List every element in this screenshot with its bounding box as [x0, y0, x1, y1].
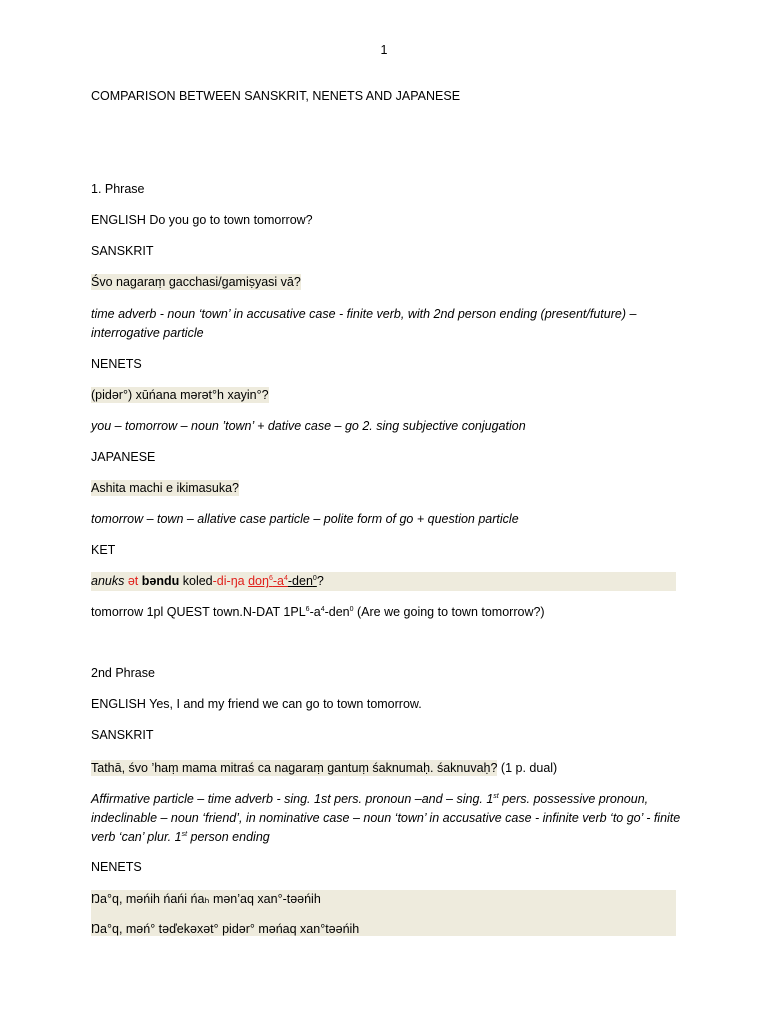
phrase2-sanskrit-line [91, 759, 681, 778]
ket-dong-sup: 6 [268, 574, 273, 582]
ket-gloss-b-sup: 4 [320, 605, 325, 613]
phrase2-heading: 2nd Phrase [91, 666, 155, 680]
phrase1-japanese-line [91, 479, 681, 498]
phrase1-japanese-text: Ashita machi e ikimasuka? [91, 481, 239, 495]
ket-a-sup: 4 [283, 574, 288, 582]
phrase2-nenets-text1: Ŋa°q, məńih ńańi ńaₕ mən’aq xan°-təəńih [91, 892, 321, 906]
phrase1-japanese-label: JAPANESE [91, 450, 156, 464]
phrase2-nenets-text2: Ŋa°q, məń° təďekəxət° pidər° məńaq xan°təəńih [91, 922, 360, 936]
phrase2-sanskrit-gloss [91, 790, 681, 847]
ket-word-anuks: anuks [91, 574, 125, 588]
ket-word-den [288, 574, 317, 588]
phrase2-nenets-block [91, 890, 676, 936]
phrase1-ket-text [91, 572, 676, 591]
phrase1-heading: 1. Phrase [91, 182, 145, 196]
phrase2-english: ENGLISH Yes, I and my friend we can go to town tomorrow. [91, 697, 422, 711]
phrase2-gloss-a-sup: st [493, 792, 499, 800]
ket-den-sup: 0 [312, 574, 317, 582]
phrase2-gloss-b: pers. possessive pronoun, indeclinable – noun ‘friend’, in nominative case – noun ‘town’ in accusative case - infinite verb ‘to go’ - finite verb ‘can’ plur. 1 [91, 792, 681, 844]
phrase2-nenets-label: NENETS [91, 860, 142, 874]
ket-a-text: -a [272, 574, 284, 588]
phrase2-gloss-c: person ending [187, 830, 270, 844]
phrase1-sanskrit-line [91, 273, 681, 292]
ket-question-mark: ? [316, 574, 324, 588]
phrase1-english: ENGLISH Do you go to town tomorrow? [91, 213, 313, 227]
phrase1-nenets-text: (pidər°) xūńana mərət°h xayin°? [91, 388, 269, 402]
ket-gloss-a: tomorrow 1pl QUEST town.N-DAT 1PL [91, 605, 306, 619]
phrase1-nenets-line [91, 386, 681, 405]
ket-dong-text: doŋ [248, 574, 269, 588]
ket-den-text: -den [287, 574, 313, 588]
phrase1-sanskrit-gloss: time adverb - noun ‘town’ in accusative case - finite verb, with 2nd person ending (present/future) – interrogative particle [91, 307, 637, 340]
phrase2-sanskrit-note: (1 p. dual) [497, 761, 558, 775]
phrase1-nenets-gloss: you – tomorrow – noun ’town’ + dative case – go 2. sing subjective conjugation [91, 419, 526, 433]
phrase1-nenets-label: NENETS [91, 357, 142, 371]
page-number: 1 [380, 43, 388, 57]
ket-gloss-d: (Are we going to town tomorrow?) [353, 605, 545, 619]
ket-word-dinga: -di-ŋa [212, 574, 245, 588]
ket-word-et: ət [127, 574, 139, 588]
phrase2-gloss-b-sup: st [181, 830, 188, 838]
document-title: COMPARISON BETWEEN SANSKRIT, NENETS AND JAPANESE [91, 89, 461, 103]
phrase2-sanskrit-text: Tathā, śvo ’haṃ mama mitraś ca nagaraṃ gantuṃ śaknumaḥ. śaknuvaḥ? [91, 761, 498, 775]
ket-gloss-a-sup: 6 [305, 605, 310, 613]
phrase2-sanskrit-label: SANSKRIT [91, 728, 154, 742]
phrase1-ket-gloss [91, 603, 681, 622]
phrase2-gloss-a: Affirmative particle – time adverb - sing. 1st pers. pronoun –and – sing. 1 [91, 792, 494, 806]
phrase1-sanskrit-label: SANSKRIT [91, 244, 154, 258]
phrase1-ket-label: KET [91, 543, 116, 557]
ket-word-bendu: bəndu [141, 574, 180, 588]
ket-gloss-b: -a [309, 605, 321, 619]
phrase1-japanese-gloss: tomorrow – town – allative case particle – polite form of go + question particle [91, 512, 519, 526]
ket-gloss-c: -den [324, 605, 350, 619]
phrase1-sanskrit-text: Śvo nagaraṃ gacchasi/gamiṣyasi vā? [91, 275, 301, 289]
ket-gloss-c-sup: 0 [349, 605, 354, 613]
ket-word-koled: koled [182, 574, 213, 588]
ket-word-dong [248, 574, 288, 588]
